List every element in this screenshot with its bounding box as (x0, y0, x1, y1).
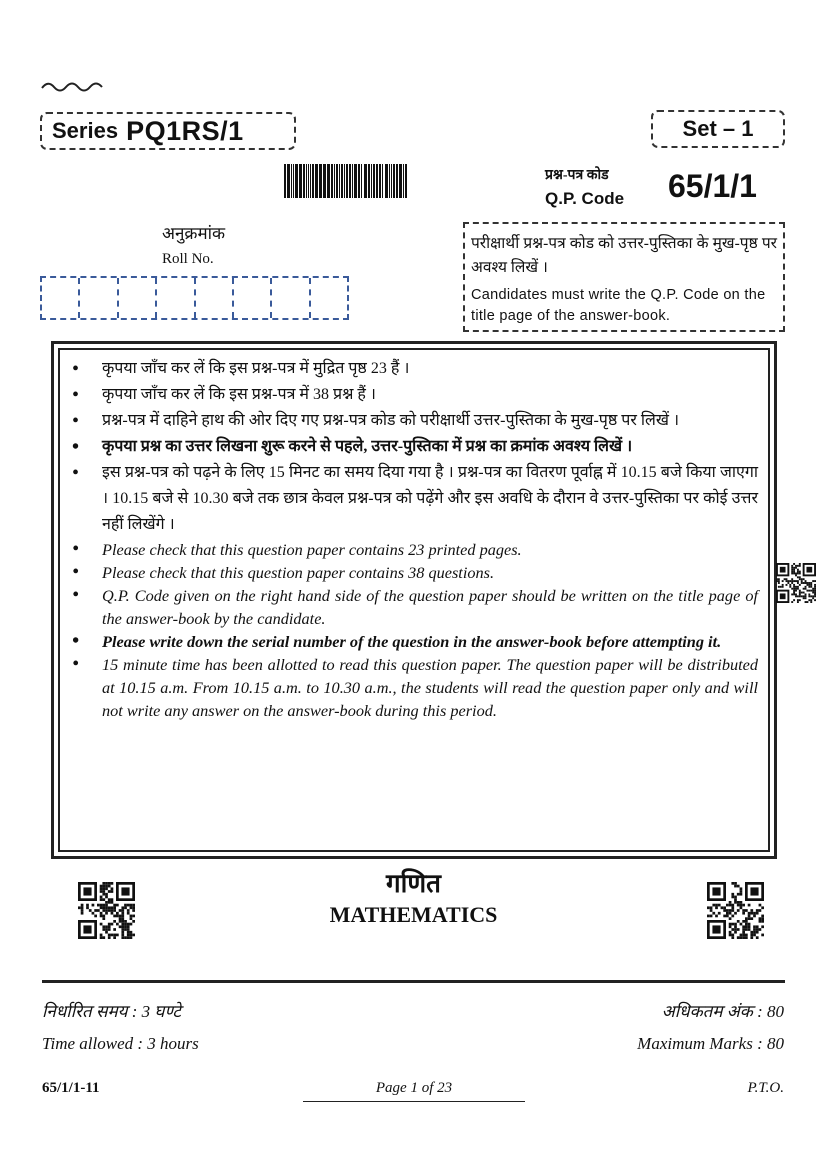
series-label: Series (52, 118, 119, 143)
time-allowed-english: Time allowed : 3 hours (42, 1034, 199, 1053)
instruction-english-3: • Q.P. Code given on the right hand side of the question paper should be written on the title page of the answer-book by the candidate. (70, 584, 758, 630)
barcode-bar (315, 164, 318, 198)
qr-module (799, 578, 801, 580)
qr-module (789, 584, 791, 586)
qr-module (795, 590, 797, 592)
qr-module (731, 936, 734, 939)
qr-module (803, 582, 805, 584)
qr-module (799, 573, 801, 575)
barcode-bar (310, 164, 311, 198)
qr-module (778, 586, 780, 588)
barcode-bar (403, 164, 404, 198)
qr-module (801, 580, 803, 582)
qr-module (791, 601, 793, 603)
qr-module (806, 582, 808, 584)
qr-module (810, 590, 812, 592)
qr-module (808, 593, 810, 595)
barcode-bar (287, 164, 290, 198)
qr-module (808, 584, 810, 586)
qr-module (113, 936, 116, 939)
instruction-english-1: • Please check that this question paper contains 23 printed pages. (70, 538, 758, 561)
qr-module (814, 586, 816, 588)
qr-module (789, 580, 791, 582)
qr-module (778, 582, 780, 584)
qr-module (734, 928, 737, 931)
qr-module (806, 584, 808, 586)
tilde-ornament (40, 78, 108, 94)
qr-module (791, 569, 793, 571)
qr-module (791, 588, 793, 590)
instructions-list (70, 356, 758, 722)
qr-module (100, 936, 103, 939)
qr-module (814, 595, 816, 597)
qr-module (795, 565, 797, 567)
qr-module (799, 590, 801, 592)
qr-module (737, 928, 740, 931)
qr-module (124, 928, 127, 931)
instruction-hindi-4: • कृपया प्रश्न का उत्तर लिखना शुरू करने से पहले, उत्तर-पुस्तिका में प्रश्न का क्रमांक अवश्य लिखें । (70, 434, 758, 460)
qr-module (793, 573, 795, 575)
qr-module (793, 571, 795, 573)
qr-module (814, 599, 816, 601)
qr-module (787, 580, 789, 582)
qr-module (797, 582, 799, 584)
qr-module (806, 590, 808, 592)
footer-page-underline (303, 1101, 525, 1102)
qp-code-value: 65/1/1 (668, 168, 757, 204)
roll-no-box[interactable] (196, 278, 234, 318)
qr-module (810, 586, 812, 588)
barcode-bar (334, 164, 335, 198)
qr-module (799, 576, 801, 578)
qr-module (780, 586, 782, 588)
qr-module (130, 931, 133, 934)
barcode-bar (368, 164, 370, 198)
roll-no-label-hindi: अनुक्रमांक (162, 224, 226, 243)
footer-page-number: Page 1 of 23 (375, 1080, 453, 1096)
qr-module (116, 934, 119, 937)
qr-module (756, 928, 759, 931)
max-marks-english: Maximum Marks : 80 (637, 1034, 784, 1053)
barcode-bar (396, 164, 398, 198)
qr-module (786, 580, 788, 582)
qr-module (803, 595, 805, 597)
candidate-note-box (463, 222, 785, 332)
qr-module (108, 934, 111, 937)
barcode-bar (291, 164, 292, 198)
barcode-bar (399, 164, 402, 198)
qr-module (132, 934, 135, 937)
qr-module (753, 934, 756, 937)
set-box (651, 110, 785, 148)
qr-module (776, 578, 778, 580)
qr-module (814, 593, 816, 595)
roll-no-box[interactable] (80, 278, 118, 318)
qr-module (761, 934, 764, 937)
qr-module (784, 578, 786, 580)
qr-module (803, 597, 805, 599)
barcode-bar (308, 164, 309, 198)
qr-module (793, 593, 795, 595)
instruction-english-5: • 15 minute time has been allotted to read this question paper. The question paper will be distributed at 10.15 a.m. From 10.15 a.m. to 10.30 a.m., the students will read the question paper only and will not write any answer on the answer-book during this period. (70, 653, 758, 722)
qr-module (121, 936, 124, 939)
series-box (40, 112, 296, 150)
barcode-bar (364, 164, 367, 198)
qr-module (729, 931, 732, 934)
qr-module (108, 928, 111, 931)
qr-module (750, 936, 753, 939)
qr-module (805, 582, 807, 584)
barcode-bar (385, 164, 388, 198)
qr-module (797, 588, 799, 590)
qr-module (130, 936, 133, 939)
qr-module (812, 595, 814, 597)
qr-module (801, 595, 803, 597)
qr-module (801, 592, 803, 594)
qr-module (742, 928, 745, 931)
qr-module (805, 580, 807, 582)
qr-module (793, 569, 795, 571)
qr-module (786, 584, 788, 586)
qr-module (778, 578, 780, 580)
qr-code-side (776, 563, 816, 603)
qr-module (111, 934, 114, 937)
qr-module (801, 582, 803, 584)
barcode-bar (354, 164, 357, 198)
roll-no-box[interactable] (119, 278, 157, 318)
barcode-bar (352, 164, 353, 198)
qr-module (797, 571, 799, 573)
qr-module (799, 595, 801, 597)
qr-module (742, 934, 745, 937)
footer-pto: P.T.O. (747, 1080, 784, 1096)
qr-module (795, 586, 797, 588)
qr-module (808, 590, 810, 592)
roll-no-box[interactable] (157, 278, 195, 318)
barcode-bar (391, 164, 392, 198)
qr-module (814, 590, 816, 592)
qr-module (759, 928, 762, 931)
qr-module (801, 578, 803, 580)
qr-module (808, 586, 810, 588)
qr-module (797, 580, 799, 582)
qr-module (797, 595, 799, 597)
qr-module (799, 584, 801, 586)
qr-module (742, 931, 745, 934)
qr-module (797, 569, 799, 571)
barcode-bar (341, 164, 343, 198)
qr-module (812, 590, 814, 592)
barcode-bar (346, 164, 348, 198)
qr-module (127, 934, 130, 937)
qr-module (121, 928, 124, 931)
qr-module (740, 936, 743, 939)
qr-module (793, 584, 795, 586)
qr-module (795, 567, 797, 569)
roll-no-box[interactable] (42, 278, 80, 318)
qr-module (102, 936, 105, 939)
qr-module (791, 571, 793, 573)
qr-module (731, 928, 734, 931)
barcode-bar (349, 164, 351, 198)
qr-module (799, 599, 801, 601)
qr-module (127, 928, 130, 931)
qr-module (748, 928, 751, 931)
qr-module (791, 593, 793, 595)
divider-rule (42, 980, 785, 983)
qr-module (799, 592, 801, 594)
qr-module (812, 592, 814, 594)
qr-module (814, 580, 816, 582)
qr-module (127, 936, 130, 939)
qr-module (814, 592, 816, 594)
qr-module (805, 601, 807, 603)
qr-module (745, 934, 748, 937)
qr-module (793, 588, 795, 590)
qr-module (793, 590, 795, 592)
qr-module (756, 936, 759, 939)
qr-module (130, 934, 133, 937)
qr-module (756, 931, 759, 934)
barcode-bar (382, 164, 383, 198)
series-code: PQ1RS/1 (126, 115, 244, 146)
barcode-bar (284, 164, 286, 198)
qr-module (734, 931, 737, 934)
qr-module (797, 576, 799, 578)
qr-module (810, 595, 812, 597)
qr-module (793, 563, 795, 565)
time-allowed-hindi: निर्धारित समय : 3 घण्टे (42, 1002, 181, 1021)
max-marks-hindi: अधिकतम अंक : 80 (661, 1002, 784, 1021)
qr-module (795, 588, 797, 590)
barcode-bar (339, 164, 340, 198)
qr-module (812, 597, 814, 599)
qr-module (810, 601, 812, 603)
qr-module (729, 934, 732, 937)
barcode-bar (379, 164, 381, 198)
qr-module (100, 934, 103, 937)
instruction-hindi-5: • इस प्रश्न-पत्र को पढ़ने के लिए 15 मिनट का समय दिया गया है । प्रश्न-पत्र का वितरण पूर्वाह्न में 10.15 बजे किया जाएगा । 10.15 बजे से 10.30 बजे तक छात्र केवल प्रश्न-पत्र को पढ़ेंगे और इस अवधि के दौरान वे उत्तर-पुस्तिका पर कोई उत्तर नहीं लिखेंगे । (70, 460, 758, 538)
qr-module (799, 565, 801, 567)
qr-module (780, 593, 786, 599)
barcode-bar (405, 164, 407, 198)
qr-module (797, 565, 799, 567)
qr-module (797, 573, 799, 575)
qr-module (127, 931, 130, 934)
qr-module (795, 580, 797, 582)
qr-module (803, 588, 805, 590)
qr-module (737, 936, 740, 939)
instruction-english-4: • Please write down the serial number of the question in the answer-book before attempting it. (70, 630, 758, 653)
qr-module (786, 578, 788, 580)
qr-module (791, 565, 793, 567)
qr-module (797, 601, 799, 603)
qr-module (797, 599, 799, 601)
qr-module (814, 584, 816, 586)
qr-module (805, 588, 807, 590)
qr-module (805, 586, 807, 588)
qr-module (799, 571, 801, 573)
instruction-hindi-1: • कृपया जाँच कर लें कि इस प्रश्न-पत्र में मुद्रित पृष्ठ 23 हैं । (70, 356, 758, 382)
qr-module (797, 586, 799, 588)
qr-module (776, 580, 778, 582)
barcode-bar (389, 164, 390, 198)
qr-module (782, 584, 784, 586)
qr-module (803, 592, 805, 594)
barcode-bar (371, 164, 372, 198)
barcode-bar (312, 164, 314, 198)
barcode-bar (358, 164, 360, 198)
barcode (284, 164, 408, 198)
qr-module (105, 931, 108, 934)
barcode-bar (361, 164, 362, 198)
roll-no-box[interactable] (311, 278, 347, 318)
qr-module (814, 588, 816, 590)
qr-module (803, 578, 805, 580)
barcode-bar (299, 164, 302, 198)
qr-module (124, 936, 127, 939)
qr-module (793, 586, 795, 588)
qr-module (791, 573, 793, 575)
qr-module (102, 928, 105, 931)
subject-title-english: MATHEMATICS (329, 902, 498, 927)
qr-module (795, 593, 797, 595)
qr-module (805, 597, 807, 599)
qr-module (105, 928, 108, 931)
qr-module (745, 928, 748, 931)
qr-module (795, 595, 797, 597)
barcode-bar (331, 164, 333, 198)
qr-module (812, 580, 814, 582)
qr-module (742, 936, 745, 939)
qr-module (787, 582, 789, 584)
qr-module (810, 584, 812, 586)
qr-module (793, 580, 795, 582)
qp-code-label-english: Q.P. Code (545, 189, 625, 208)
barcode-bar (373, 164, 375, 198)
qr-module (791, 578, 793, 580)
qr-module (795, 574, 797, 576)
barcode-bar (319, 164, 322, 198)
qp-code-label-hindi: प्रश्न-पत्र कोड (545, 168, 609, 183)
barcode-bar (303, 164, 305, 198)
qr-module (782, 580, 784, 582)
qr-module (750, 931, 753, 934)
qr-module (793, 599, 795, 601)
qr-module (753, 928, 756, 931)
qr-module (791, 580, 793, 582)
barcode-bar (295, 164, 298, 198)
qr-module (121, 934, 124, 937)
qr-module (740, 934, 743, 937)
qr-module (113, 928, 116, 931)
barcode-bar (336, 164, 338, 198)
qr-module (778, 580, 780, 582)
qr-module (793, 567, 795, 569)
qr-module (808, 595, 810, 597)
barcode-bar (393, 164, 395, 198)
instruction-english-2: • Please check that this question paper contains 38 questions. (70, 561, 758, 584)
roll-no-box[interactable] (272, 278, 310, 318)
qr-module (805, 595, 807, 597)
footer-paper-code: 65/1/1-11 (42, 1080, 100, 1096)
qr-module (808, 599, 810, 601)
qr-module (806, 601, 808, 603)
set-label: Set – 1 (682, 116, 754, 141)
barcode-bar (344, 164, 345, 198)
qr-module (121, 931, 124, 934)
qr-module (745, 936, 748, 939)
qr-module (108, 936, 111, 939)
qr-module (789, 586, 791, 588)
qr-module (113, 934, 116, 937)
barcode-bar (306, 164, 307, 198)
qr-module (799, 593, 801, 595)
roll-no-box[interactable] (234, 278, 272, 318)
candidate-note-hindi: परीक्षार्थी प्रश्न-पत्र कोड को उत्तर-पुस्तिका के मुख-पृष्ठ पर अवश्य लिखें । (471, 235, 777, 276)
qr-module (795, 573, 797, 575)
qr-module (791, 567, 793, 569)
qr-module (782, 586, 784, 588)
candidate-note-english: Candidates must write the Q.P. Code on the title page of the answer-book. (471, 287, 766, 324)
qr-module (791, 582, 793, 584)
qr-module (810, 599, 812, 601)
roll-no-boxes[interactable] (40, 276, 349, 320)
instruction-hindi-3: • प्रश्न-पत्र में दाहिने हाथ की ओर दिए गए प्रश्न-पत्र कोड को परीक्षार्थी उत्तर-पुस्तिका के मुख-पृष्ठ पर लिखें । (70, 408, 758, 434)
qr-module (780, 567, 786, 573)
qr-module (806, 567, 812, 573)
qr-module (808, 582, 810, 584)
barcode-bar (327, 164, 330, 198)
qr-module (793, 592, 795, 594)
roll-no-label-english: Roll No. (162, 251, 214, 267)
qr-module (805, 593, 807, 595)
qr-module (750, 934, 753, 937)
qr-module (799, 563, 801, 565)
instruction-hindi-2: • कृपया जाँच कर लें कि इस प्रश्न-पत्र में 38 प्रश्न हैं । (70, 382, 758, 408)
barcode-bar (293, 164, 294, 198)
qr-module (810, 582, 812, 584)
subject-title-hindi: गणित (386, 869, 441, 898)
qr-module (753, 931, 756, 934)
qr-module (812, 588, 814, 590)
barcode-bar (376, 164, 378, 198)
barcode-bar (323, 164, 326, 198)
qr-module (731, 934, 734, 937)
